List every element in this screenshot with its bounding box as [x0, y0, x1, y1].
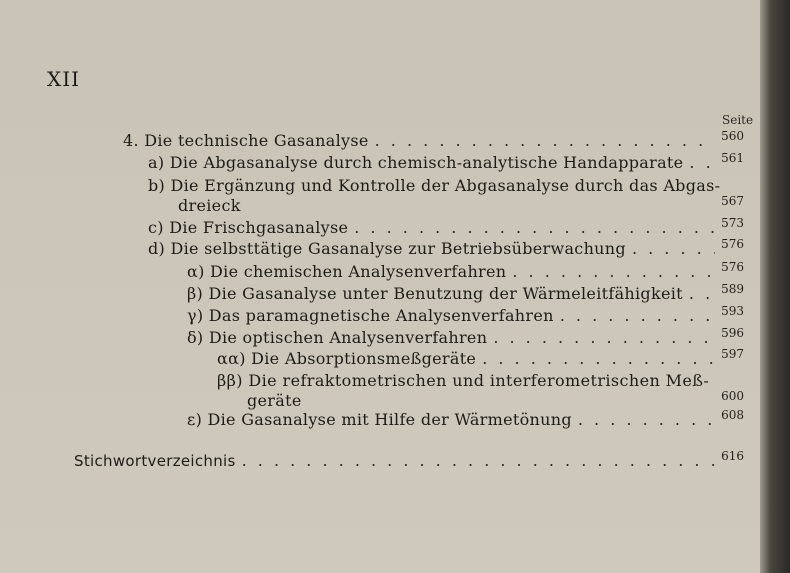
leader-dots [689, 284, 715, 304]
toc-entry-page: 608 [721, 408, 744, 422]
leader-dots [512, 262, 715, 282]
toc-entry-page: 561 [721, 151, 744, 165]
toc-entry-page: 567 [721, 194, 744, 208]
toc-entry-label: c) Die Frischgasanalyse [148, 218, 349, 237]
toc-entry-waermetoenung [187, 410, 744, 431]
leader-dots [632, 239, 715, 259]
toc-entry-label: α) Die chemischen Analysenverfahren [187, 262, 507, 281]
toc-entry-page: 560 [721, 129, 744, 143]
toc-entry-page: 576 [721, 260, 744, 274]
toc-entry-page: 573 [721, 216, 744, 230]
leader-dots [482, 349, 715, 369]
leader-dots [560, 306, 715, 326]
toc-entry-label-line1: b) Die Ergänzung und Kontrolle der Abgasanalyse durch das Abgas- [148, 176, 721, 195]
toc-entry-selbsttaetige-gasanalyse [148, 239, 744, 260]
page-number: XII [47, 67, 81, 91]
toc-entry-abgasanalyse [148, 153, 744, 174]
toc-entry-waermeleitfaehigkeit [187, 284, 744, 305]
toc-entry-label: Stichwortverzeichnis [74, 452, 236, 470]
toc-entry-page: 576 [721, 237, 744, 251]
leader-dots [242, 451, 715, 471]
toc-entry-frischgasanalyse [148, 218, 744, 239]
toc-entry-refraktometrisch [217, 371, 744, 412]
toc-entry-label: 4. Die technische Gasanalyse [123, 131, 369, 150]
toc-entry-technische-gasanalyse [123, 131, 744, 152]
toc-entry-optische-analysenverfahren [187, 328, 744, 349]
toc-entry-page: 596 [721, 326, 744, 340]
toc-entry-absorptionsmessgeraete [217, 349, 744, 370]
toc-entry-label: ε) Die Gasanalyse mit Hilfe der Wärmetönung [187, 410, 572, 429]
toc-entry-stichwortverzeichnis [74, 451, 744, 472]
toc-entry-label-line2: geräte [247, 391, 302, 410]
leader-dots [375, 131, 715, 151]
toc-entry-paramagnetisch [187, 306, 744, 327]
toc-entry-chemische-analysenverfahren [187, 262, 744, 283]
toc-entry-label: αα) Die Absorptionsmeßgeräte [217, 349, 477, 368]
toc-entry-label: β) Die Gasanalyse unter Benutzung der Wärmeleitfähigkeit [187, 284, 683, 303]
toc-entry-page: 589 [721, 282, 744, 296]
toc-entry-page: 593 [721, 304, 744, 318]
toc-entry-page: 597 [721, 347, 744, 361]
leader-dots [493, 328, 715, 348]
leader-dots [578, 410, 715, 430]
toc-entry-page: 616 [721, 449, 744, 463]
toc-entry-label: γ) Das paramagnetische Analysenverfahren [187, 306, 554, 325]
book-spine-edge [760, 0, 790, 573]
toc-entry-label: d) Die selbsttätige Gasanalyse zur Betriebsüberwachung [148, 239, 626, 258]
toc-entry-label-line2: dreieck [178, 196, 241, 215]
leader-dots [689, 153, 715, 173]
page-column-header: Seite [722, 113, 754, 127]
toc-entry-page: 600 [721, 389, 744, 403]
toc-entry-ergaenzung [148, 176, 744, 217]
toc-entry-label: a) Die Abgasanalyse durch chemisch-analytische Handapparate [148, 153, 684, 172]
leader-dots [354, 218, 715, 238]
toc-entry-label-line1: ββ) Die refraktometrischen und interferometrischen Meß- [217, 371, 710, 390]
toc-entry-label: δ) Die optischen Analysenverfahren [187, 328, 488, 347]
